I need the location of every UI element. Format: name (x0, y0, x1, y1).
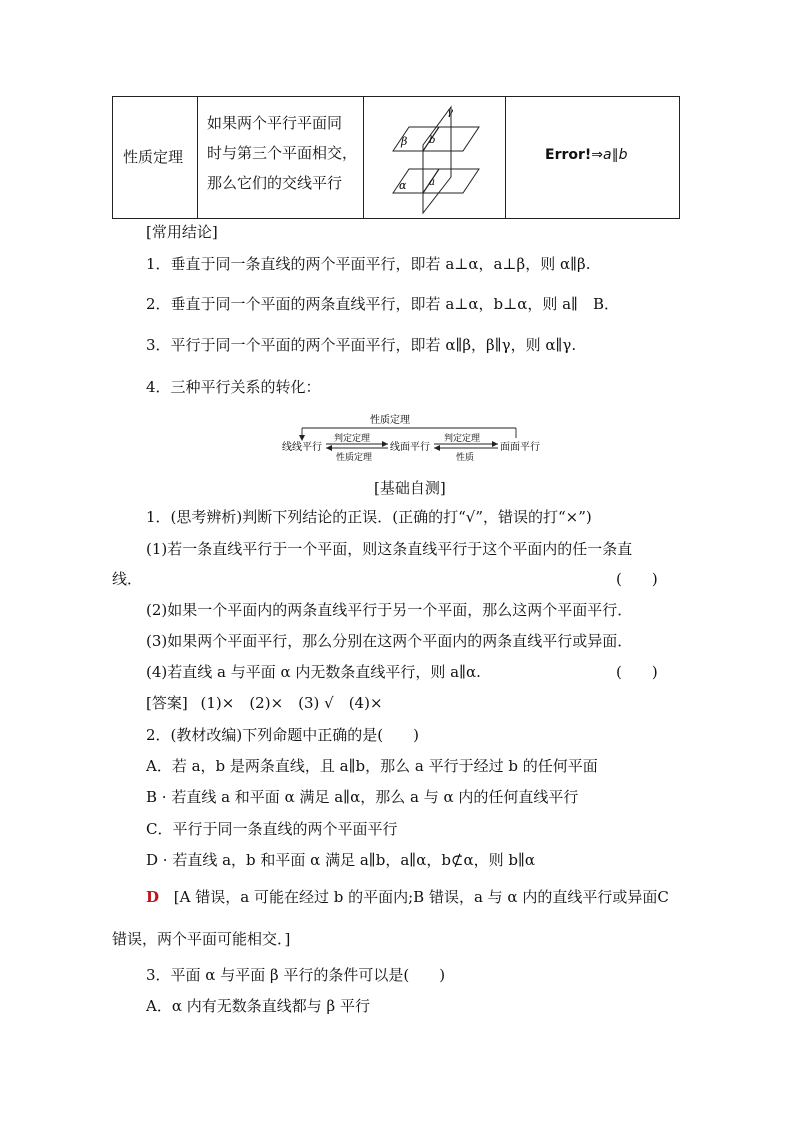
q2-option: D · 若直线 a，b 和平面 α 满足 a∥b，a∥α，b⊄α，则 b∥α (146, 851, 536, 869)
common-item: 4．三种平行关系的转化： (146, 378, 321, 396)
q1-item: (1)若一条直线平行于一个平面，则这条直线平行于这个平面内的任一条直 (146, 540, 633, 558)
common-heading: [常用结论] (146, 223, 218, 241)
label-a: a (429, 177, 435, 188)
q2-answer-text: [A 错误，a 可能在经过 b 的平面内;B 错误，a 与 α 内的直线平行或异面C (173, 888, 669, 906)
q2-option: B · 若直线 a 和平面 α 满足 a∥α，那么 a 与 α 内的任何直线平行 (146, 788, 579, 806)
q2-title: 2．(教材改编)下列命题中正确的是( ) (146, 726, 419, 744)
q2-option: A．若 a，b 是两条直线，且 a∥b，那么 a 平行于经过 b 的任何平面 (146, 757, 598, 775)
theorem-table (112, 96, 680, 219)
q3-option: A．α 内有无数条直线都与 β 平行 (146, 997, 370, 1015)
table-desc-line: 那么它们的交线平行 (207, 174, 343, 192)
label-gamma: γ (447, 107, 453, 118)
q1-item: (4)若直线 a 与平面 α 内无数条直线平行，则 a∥α. (146, 663, 481, 681)
label-b: b (429, 135, 436, 146)
q1-item: 线． (112, 570, 143, 588)
q2-answer-continued: 错误，两个平面可能相交．] (112, 930, 291, 948)
answer-paren: ( ) (616, 570, 658, 588)
common-item: 2．垂直于同一个平面的两条直线平行，即若 a⊥α，b⊥α，则 a∥ B． (146, 295, 619, 313)
table-divider (197, 97, 198, 218)
table-label: 性质定理 (123, 148, 184, 166)
label-beta: β (401, 135, 408, 148)
answer-paren: ( ) (616, 663, 658, 681)
arrow2-bottom: 性质 (456, 453, 475, 463)
table-divider (505, 97, 506, 218)
q3-title: 3．平面 α 与平面 β 平行的条件可以是( ) (146, 966, 446, 984)
q1-title: 1．(思考辨析)判断下列结论的正误．(正确的打“√”，错误的打“×”) (146, 508, 592, 526)
arrow1-top: 判定定理 (334, 434, 371, 444)
arrow1-bottom: 性质定理 (336, 453, 373, 463)
parallel-planes-figure (381, 101, 491, 215)
table-conclusion (545, 141, 627, 170)
label-alpha: α (399, 179, 407, 192)
conclusion-formula: ⇒a∥b (591, 147, 628, 163)
common-item: 3．平行于同一个平面的两个平面平行，即若 α∥β，β∥γ，则 α∥γ. (146, 336, 577, 354)
transform-right: 面面平行 (500, 442, 540, 453)
error-token: Error! (545, 147, 592, 163)
q2-answer (146, 886, 669, 908)
q1-answer (146, 692, 383, 714)
transform-left: 线线平行 (282, 442, 322, 453)
q2-option: C．平行于同一条直线的两个平面平行 (146, 820, 398, 838)
arrow2-top: 判定定理 (444, 434, 481, 444)
transform-top-label: 性质定理 (370, 415, 410, 426)
common-item: 1．垂直于同一条直线的两个平面平行，即若 a⊥α，a⊥β，则 α∥β. (146, 255, 591, 273)
table-divider (363, 97, 364, 218)
q1-item: (3)如果两个平面平行，那么分别在这两个平面内的两条直线平行或异面． (146, 632, 633, 650)
q1-item: (2)如果一个平面内的两条直线平行于另一个平面，那么这两个平面平行． (146, 601, 633, 619)
table-desc-line: 时与第三个平面相交， (207, 144, 358, 162)
answer-values: (1)× (2)× (3) √ (4)× (200, 694, 383, 712)
answer-tag: [答案] (146, 694, 188, 712)
selftest-heading: [基础自测] (374, 479, 446, 497)
table-desc-line: 如果两个平行平面同 (207, 114, 343, 132)
transform-diagram (278, 410, 548, 466)
transform-mid: 线面平行 (390, 442, 430, 453)
q2-answer-letter: D (146, 888, 160, 906)
